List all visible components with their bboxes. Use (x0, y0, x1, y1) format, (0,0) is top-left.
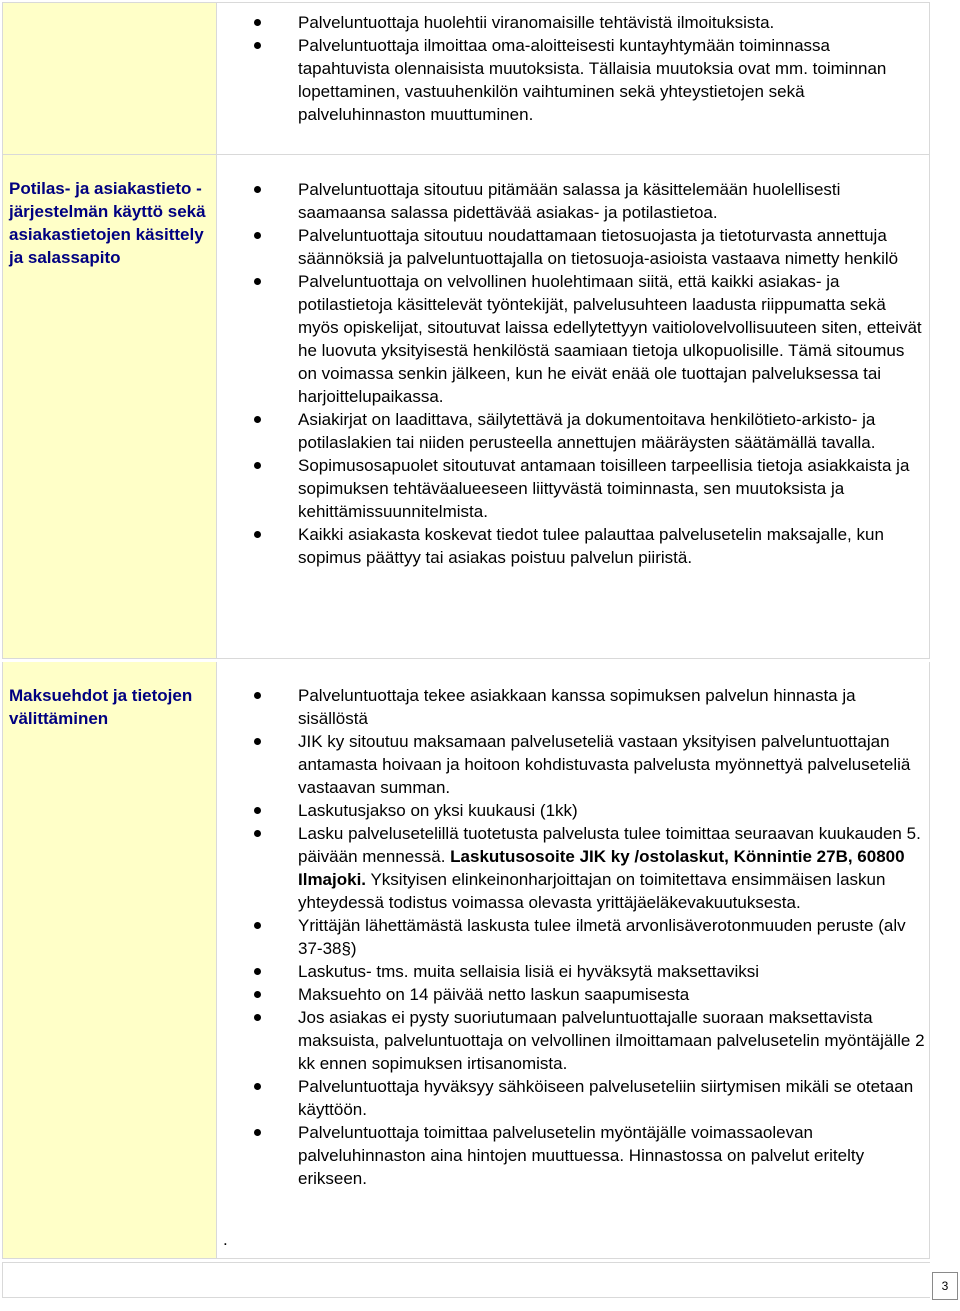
bullet-icon (254, 462, 261, 469)
bullet-item (254, 178, 925, 224)
bullet-item (254, 11, 925, 34)
bullet-icon (254, 830, 261, 837)
bullet-text: Maksuehto on 14 päivää netto laskun saapumisesta (298, 985, 690, 1004)
bullet-icon (254, 807, 261, 814)
bullet-icon (254, 692, 261, 699)
bullet-item (254, 523, 925, 569)
table-row (2, 155, 930, 659)
bullet-item (254, 408, 925, 454)
bullet-list (254, 178, 925, 569)
bullet-text: Palveluntuottaja toimittaa palvelusetelin myöntäjälle voimassaolevan palveluhinnaston aina hintojen muuttuessa. Hinnastossa on palvelut eritelty erikseen. (298, 1123, 865, 1188)
bullet-icon (254, 1129, 261, 1136)
bullet-icon (254, 1014, 261, 1021)
bullet-item (254, 1075, 925, 1121)
bullet-text: Yrittäjän lähettämästä laskusta tulee ilmetä arvonlisäverotonmuuden peruste (alv 37-38§) (298, 916, 906, 958)
page-number: 3 (932, 1272, 958, 1300)
bullet-text: Sopimusosapuolet sitoutuvat antamaan toisilleen tarpeellisia tietoja asiakkaista ja sopimuksen tehtäväalueeseen liittyvästä toiminnasta, sen muutoksista ja kehittämissuunnitelmista. (298, 456, 910, 521)
row-content (217, 155, 930, 658)
row-heading: Maksuehdot ja tietojen välittäminen (2, 662, 217, 1258)
bullet-item (254, 1121, 925, 1190)
bullet-icon (254, 991, 261, 998)
bullet-item (254, 960, 925, 983)
bullet-icon (254, 968, 261, 975)
bullet-item (254, 730, 925, 799)
bullet-list (254, 684, 925, 1190)
bullet-icon (254, 922, 261, 929)
bullet-text: Lasku palvelusetelillä tuotetusta palvelusta tulee toimittaa seuraavan kuukauden 5. päivään mennessä. (298, 824, 921, 866)
bullet-list (254, 11, 925, 126)
bullet-icon (254, 186, 261, 193)
bullet-text: Palveluntuottaja sitoutuu pitämään salassa ja käsittelemään huolellisesti saamaansa salassa pidettävää asiakas- ja potilastietoa. (298, 180, 841, 222)
bullet-item (254, 983, 925, 1006)
bullet-item (254, 822, 925, 914)
document-table (2, 2, 930, 1259)
bullet-text: Asiakirjat on laadittava, säilytettävä ja dokumentoitava henkilötieto-arkisto- ja potilaslakien tai niiden perusteella annettujen määräysten säätämällä tavalla. (298, 410, 876, 452)
bullet-icon (254, 278, 261, 285)
bullet-item (254, 1006, 925, 1075)
bullet-item (254, 34, 925, 126)
bullet-item (254, 270, 925, 408)
row-heading: Potilas- ja asiakastieto - järjestelmän käyttö sekä asiakastietojen käsittely ja salassapito (2, 155, 217, 658)
bullet-text: Kaikki asiakasta koskevat tiedot tulee palauttaa palvelusetelin maksajalle, kun sopimus päättyy tai asiakas poistuu palvelun piiristä. (298, 525, 884, 567)
bullet-text: Jos asiakas ei pysty suoriutumaan palveluntuottajalle suoraan maksettavista maksuista, palveluntuottaja on velvollinen ilmoittamaan palvelusetelin myöntäjälle 2 kk ennen sopimuksen irtisanomista. (298, 1008, 925, 1073)
row-heading (2, 3, 217, 154)
bullet-item (254, 914, 925, 960)
bullet-text: Yksityisen elinkeinonharjoittajan on toimitettava ensimmäisen laskun yhteydessä todistus voimassa olevasta yrittäjäeläkevakuutuksesta. (298, 870, 886, 912)
bullet-text: Palveluntuottaja huolehtii viranomaisille tehtävistä ilmoituksista. (298, 13, 775, 32)
table-row (2, 2, 930, 155)
bullet-icon (254, 42, 261, 49)
bullet-item (254, 799, 925, 822)
row-content (217, 662, 930, 1258)
bullet-icon (254, 531, 261, 538)
footer-band (2, 1262, 930, 1298)
bullet-text: Laskutusjakso on yksi kuukausi (1kk) (298, 801, 578, 820)
bullet-icon (254, 416, 261, 423)
bullet-icon (254, 1083, 261, 1090)
bullet-text: Palveluntuottaja tekee asiakkaan kanssa sopimuksen palvelun hinnasta ja sisällöstä (298, 686, 856, 728)
bullet-icon (254, 738, 261, 745)
bullet-item (254, 454, 925, 523)
bullet-text: Palveluntuottaja sitoutuu noudattamaan tietosuojasta ja tietoturvasta annettuja säännöksiä ja palveluntuottajalla on tietosuoja-asioista vastaava nimetty henkilö (298, 226, 899, 268)
bullet-text: Palveluntuottaja hyväksyy sähköiseen palveluseteliin siirtymisen mikäli se otetaan käyttöön. (298, 1077, 914, 1119)
bullet-icon (254, 232, 261, 239)
bullet-item (254, 684, 925, 730)
table-row (2, 662, 930, 1259)
bullet-text: Palveluntuottaja ilmoittaa oma-aloitteisesti kuntayhtymään toiminnassa tapahtuvista olennaisista muutoksista. Tällaisia muutoksia ovat mm. toiminnan lopettaminen, vastuuhenkilön vaihtuminen sekä yhteystietojen sekä palveluhinnaston muuttuminen. (298, 36, 887, 124)
bullet-text: Palveluntuottaja on velvollinen huolehtimaan siitä, että kaikki asiakas- ja potilastietoja käsittelevät työntekijät, palvelusuhteen laadusta riippumatta sekä myös opiskelijat, sitoutuvat laissa edellytettyyn vaitiolovelvollisuuteen siten, etteivät he luovuta yksityisestä henkilöstä saamiaan tietoja ulkopuolisille. Tämä sitoumus on voimassa senkin jälkeen, kun he eivät enää ole tuottajan palveluksessa tai harjoittelupaikassa. (298, 272, 922, 406)
bullet-text: JIK ky sitoutuu maksamaan palveluseteliä vastaan yksityisen palveluntuottajan antamasta hoivaan ja hoitoon kohdistuvasta palvelusta myönnettyä palveluseteliä vastaavan summan. (298, 732, 911, 797)
bullet-icon (254, 19, 261, 26)
bullet-item (254, 224, 925, 270)
bullet-text: Laskutus- tms. muita sellaisia lisiä ei hyväksytä maksettaviksi (298, 962, 760, 981)
stray-mark: . (223, 1230, 228, 1249)
row-content (217, 3, 930, 154)
bullet-text: Laskutusosoite JIK ky /ostolaskut, Könnintie 27B, 60800 Ilmajoki. (298, 847, 905, 889)
